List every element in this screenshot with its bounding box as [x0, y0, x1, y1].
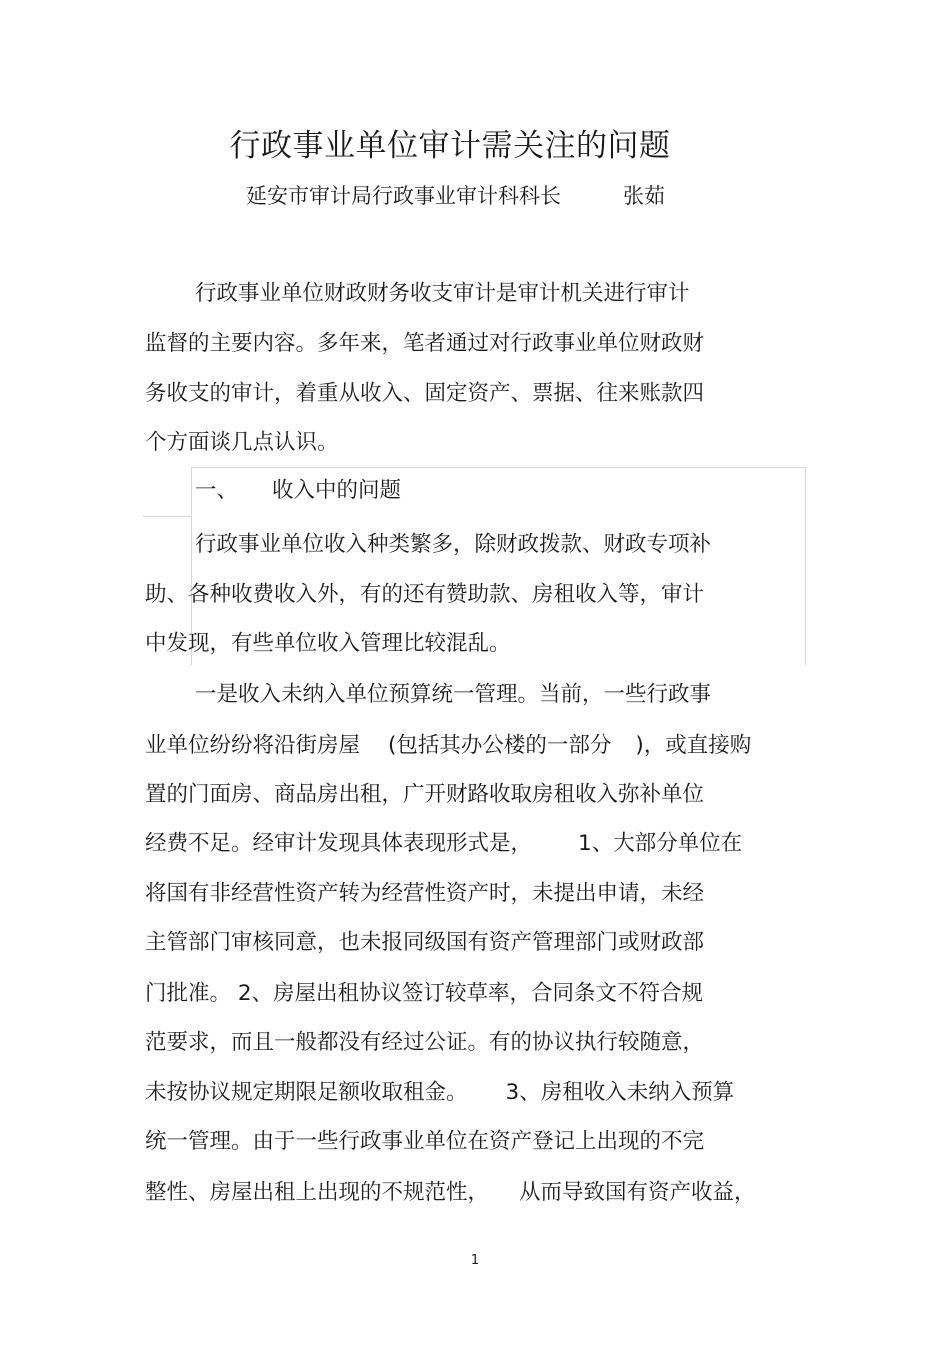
section-heading-text: 收入中的问题: [272, 478, 402, 503]
point-line-9-part-b: 3、房租收入未纳入预算: [505, 1080, 735, 1105]
intro-line-2: 监督的主要内容。多年来，笔者通过对行政事业单位财政财: [145, 331, 705, 356]
point-line-2-part-a: 业单位纷纷将沿街房屋: [145, 733, 361, 758]
author-name: 张茹: [623, 184, 665, 208]
point-line-10: 统一管理。由于一些行政事业单位在资产登记上出现的不完: [145, 1129, 705, 1154]
point-line-11-part-b: 从而导致国有资产收益，: [519, 1180, 756, 1205]
section-heading-number: 一、: [195, 478, 239, 503]
point-line-11: [145, 1178, 756, 1208]
author-affiliation: 延安市审计局行政事业审计科科长: [246, 184, 561, 208]
point-line-9: [145, 1078, 734, 1108]
point-line-2-part-b: (包括其办公楼的一部分: [388, 733, 612, 758]
point-line-2-part-c: )，或直接购: [635, 733, 752, 758]
intro-line-3: 务收支的审计，着重从收入、固定资产、票据、往来账款四: [145, 381, 705, 406]
point-line-8: 范要求，而且一般都没有经过公证。有的协议执行较随意，: [145, 1030, 705, 1055]
section-para-line-3: 中发现，有些单位收入管理比较混乱。: [145, 631, 511, 656]
point-line-1: 一是收入未纳入单位预算统一管理。当前，一些行政事: [195, 682, 712, 707]
point-line-4-part-a: 经费不足。经审计发现具体表现形式是，: [145, 831, 533, 856]
page-number: 1: [470, 1253, 480, 1268]
section-para-line-2: 助、各种收费收入外，有的还有赞助款、房租收入等，审计: [145, 582, 705, 607]
point-line-4: [145, 829, 742, 859]
point-line-7: 门批准。 2、房屋出租协议签订较草率，合同条文不符合规: [145, 981, 704, 1006]
point-line-11-part-a: 整性、房屋出租上出现的不规范性，: [145, 1180, 490, 1205]
point-line-2: [145, 731, 751, 761]
point-line-9-part-a: 未按协议规定期限足额收取租金。: [145, 1080, 468, 1105]
section-para-line-1: 行政事业单位收入种类繁多，除财政拨款、财政专项补: [195, 532, 712, 557]
section-heading: [195, 476, 401, 506]
point-line-6: 主管部门审核同意，也未报同级国有资产管理部门或财政部: [145, 930, 705, 955]
point-line-5: 将国有非经营性资产转为经营性资产时，未提出申请，未经: [145, 881, 705, 906]
section-frame-divider: [143, 516, 191, 517]
point-line-3: 置的门面房、商品房出租，广开财路收取房租收入弥补单位: [145, 782, 705, 807]
point-line-4-part-b: 1、大部分单位在: [578, 831, 743, 856]
intro-line-4: 个方面谈几点认识。: [145, 430, 339, 455]
document-title: 行政事业单位审计需关注的问题: [229, 128, 671, 164]
byline: [246, 180, 665, 210]
intro-line-1: 行政事业单位财政财务收支审计是审计机关进行审计: [195, 281, 690, 306]
